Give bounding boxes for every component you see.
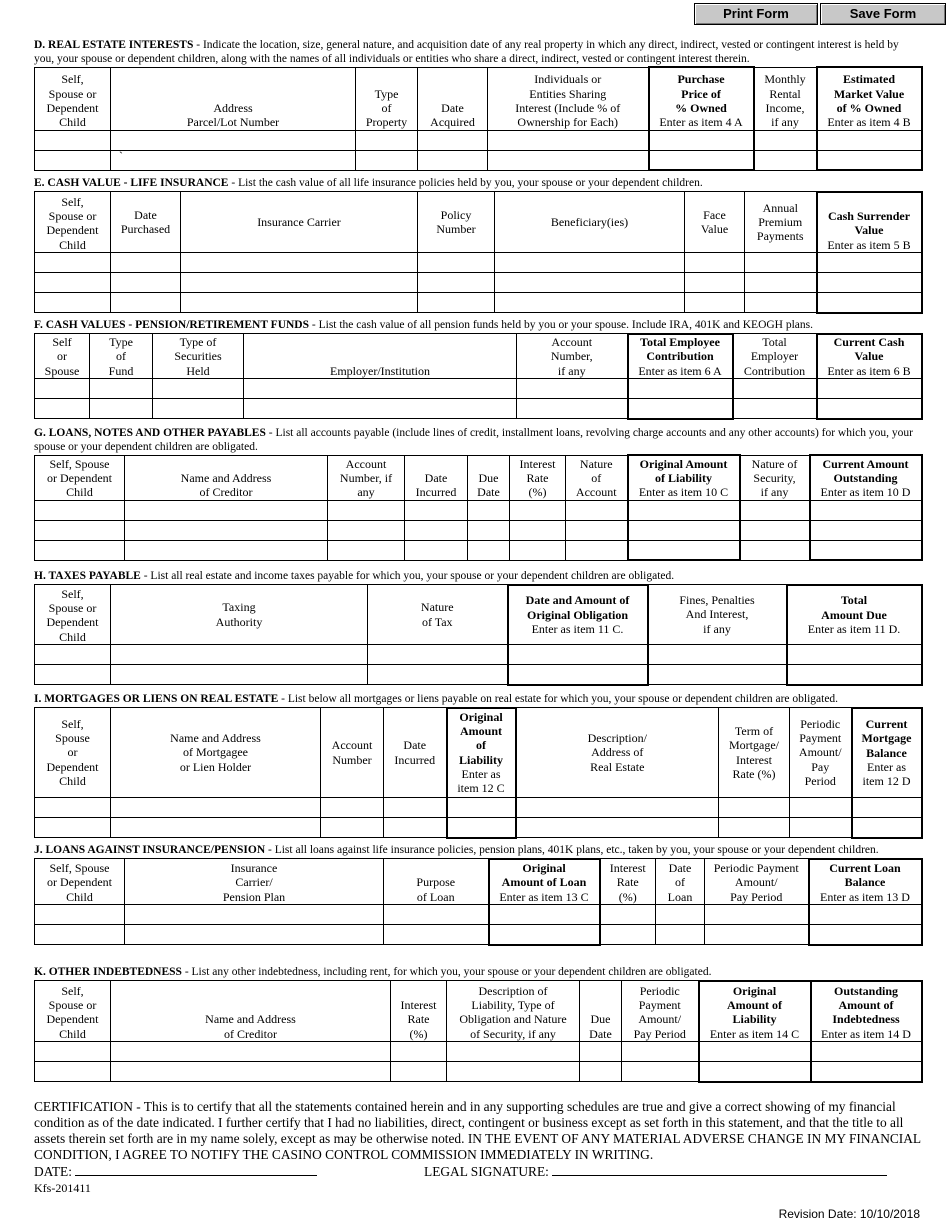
col-annual-premium: Annual Premium Payments <box>745 192 817 253</box>
section-e-heading: E. CASH VALUE - LIFE INSURANCE - List the cash value of all life insurance policies held by you, your spouse or your dependent children. <box>34 177 703 189</box>
col-owner: Self, Spouse or Dependent Child <box>35 67 111 130</box>
col-current-outstanding: Current Amount Outstanding Enter as item 10 D <box>810 455 922 500</box>
section-d <box>34 39 921 171</box>
revision-date: Revision Date: 10/10/2018 <box>778 1207 920 1221</box>
col-account-number: Account Number, if any <box>328 455 405 500</box>
col-cash-value: Current Cash Value Enter as item 6 B <box>817 334 922 379</box>
col-purpose: Purpose of Loan <box>384 859 489 905</box>
section-j-heading: J. LOANS AGAINST INSURANCE/PENSION - List all loans against life insurance policies, pension plans, 401K plans, etc., taken by you, your spouse or your dependent children. <box>34 844 879 856</box>
col-description: Description of Liability, Type of Obligation and Nature of Security, if any <box>447 981 580 1042</box>
col-carrier: Insurance Carrier/ Pension Plan <box>125 859 384 905</box>
taxes-table <box>34 584 923 686</box>
col-owner: Self or Spouse <box>35 334 90 379</box>
col-date-loan: Date of Loan <box>656 859 705 905</box>
col-date-incurred: Date Incurred <box>384 708 447 798</box>
col-nature-account: Nature of Account <box>566 455 628 500</box>
col-taxing-authority: Taxing Authority <box>111 585 368 645</box>
date-label: DATE: <box>34 1164 72 1179</box>
table-row <box>35 818 922 838</box>
col-address: Address Parcel/Lot Number <box>111 67 356 130</box>
table-row <box>35 130 922 150</box>
section-k-heading: K. OTHER INDEBTEDNESS - List any other indebtedness, including rent, for which you, your spouse or your dependent children are obligated. <box>34 966 712 978</box>
col-account-number: Account Number <box>321 708 384 798</box>
col-periodic-payment: Periodic Payment Amount/ Pay Period <box>705 859 809 905</box>
col-beneficiary: Beneficiary(ies) <box>495 192 685 253</box>
table-row <box>35 645 922 665</box>
section-f-heading: F. CASH VALUES - PENSION/RETIREMENT FUNDS - List the cash value of all pension funds held by you or your spouse. Include IRA, 401K and KEOGH plans. <box>34 319 814 331</box>
col-original-obligation: Date and Amount of Original Obligation Enter as item 11 C. <box>508 585 648 645</box>
section-g-heading: G. LOANS, NOTES AND OTHER PAYABLES - List all accounts payable (include lines of credit, installment loans, revolving charge accounts and any other accounts) for which you, your spouse or your dependent children are obligated. <box>34 427 913 453</box>
insurance-loans-table <box>34 858 923 946</box>
col-original-liability: Original Amount of Liability Enter as item 12 C <box>447 708 516 798</box>
col-account-number: Account Number, if any <box>517 334 628 379</box>
col-individuals: Individuals or Entities Sharing Interest (Include % of Ownership for Each) <box>488 67 649 130</box>
section-i-heading: I. MORTGAGES OR LIENS ON REAL ESTATE - List below all mortgages or liens payable on real estate for which you, your spouse or dependent children are obligated. <box>34 693 839 705</box>
col-interest-rate: Interest Rate (%) <box>510 455 566 500</box>
col-real-estate: Description/ Address of Real Estate <box>516 708 719 798</box>
section-g <box>34 427 921 561</box>
col-periodic-payment: Periodic Payment Amount/ Pay Period <box>790 708 852 798</box>
section-d-heading: D. REAL ESTATE INTERESTS - Indicate the location, size, general nature, and acquisition date of any real property in which any direct, indirect, vested or contingent interest is held by you, your spouse or dependent children, along with the names of all individuals or entities who share a direct, indirect, vested or contingent interest therein. <box>34 39 899 65</box>
col-nature-tax: Nature of Tax <box>368 585 508 645</box>
table-row <box>35 798 922 818</box>
table-row <box>35 905 922 925</box>
col-original-amount: Original Amount of Liability Enter as item 10 C <box>628 455 740 500</box>
col-outstanding: Outstanding Amount of Indebtedness Enter as item 14 D <box>811 981 922 1042</box>
section-e <box>34 177 921 314</box>
col-date-acquired: Date Acquired <box>418 67 488 130</box>
section-h <box>34 570 921 686</box>
col-owner: Self, Spouse or Dependent Child <box>35 859 125 905</box>
table-row <box>35 540 922 560</box>
section-j <box>34 844 921 946</box>
col-cash-surrender: Cash Surrender Value Enter as item 5 B <box>817 192 922 253</box>
col-policy-number: Policy Number <box>418 192 495 253</box>
table-row <box>35 293 922 313</box>
col-rental-income: Monthly Rental Income, if any <box>754 67 817 130</box>
col-purchase-price: Purchase Price of % Owned Enter as item 4 A <box>649 67 754 130</box>
pension-table <box>34 333 923 420</box>
table-row <box>35 253 922 273</box>
col-creditor: Name and Address of Creditor <box>111 981 391 1042</box>
section-i <box>34 693 921 839</box>
col-date-purchased: Date Purchased <box>111 192 181 253</box>
signature-row <box>34 1163 921 1180</box>
table-row <box>35 925 922 945</box>
loans-payables-table <box>34 454 923 561</box>
signature-field[interactable] <box>552 1163 887 1176</box>
col-creditor: Name and Address of Creditor <box>125 455 328 500</box>
table-row <box>35 379 922 399</box>
col-date-incurred: Date Incurred <box>405 455 468 500</box>
table-row <box>35 1062 922 1082</box>
col-due-date: Due Date <box>580 981 622 1042</box>
life-insurance-table <box>34 191 923 314</box>
col-original-loan: Original Amount of Loan Enter as item 13 C <box>489 859 600 905</box>
col-due-date: Due Date <box>468 455 510 500</box>
col-fines: Fines, Penalties And Interest, if any <box>648 585 787 645</box>
col-employer: Employer/Institution <box>244 334 517 379</box>
col-total-due: Total Amount Due Enter as item 11 D. <box>787 585 922 645</box>
col-mortgage-balance: Current Mortgage Balance Enter as item 12 D <box>852 708 922 798</box>
table-row <box>35 1042 922 1062</box>
table-row <box>35 273 922 293</box>
col-loan-balance: Current Loan Balance Enter as item 13 D <box>809 859 922 905</box>
table-row <box>35 500 922 520</box>
col-face-value: Face Value <box>685 192 745 253</box>
col-security: Nature of Security, if any <box>740 455 810 500</box>
certification <box>34 1099 921 1180</box>
col-owner: Self, Spouse or Dependent Child <box>35 708 111 798</box>
col-owner: Self, Spouse or Dependent Child <box>35 455 125 500</box>
col-insurance-carrier: Insurance Carrier <box>181 192 418 253</box>
col-type: Type of Property <box>356 67 418 130</box>
table-row <box>35 665 922 685</box>
col-fund-type: Type of Fund <box>90 334 153 379</box>
col-employer-contribution: Total Employer Contribution <box>733 334 817 379</box>
table-row: ` <box>35 150 922 170</box>
col-interest-rate: Interest Rate (%) <box>391 981 447 1042</box>
col-securities: Type of Securities Held <box>153 334 244 379</box>
col-owner: Self, Spouse or Dependent Child <box>35 192 111 253</box>
section-k <box>34 966 921 1083</box>
col-periodic-payment: Periodic Payment Amount/ Pay Period <box>622 981 699 1042</box>
col-mortgagee: Name and Address of Mortgagee or Lien Holder <box>111 708 321 798</box>
table-row <box>35 399 922 419</box>
col-market-value: Estimated Market Value of % Owned Enter as item 4 B <box>817 67 922 130</box>
certification-text: CERTIFICATION - This is to certify that all the statements contained herein and in any supporting schedules are true and give a correct showing of my financial condition as of the date indicated. I further certify that I had no liabilities, direct, contingent or business except as set forth in this statement, and that the title to all assets therein set forth are in my name solely, except as may be otherwise noted. IN THE EVENT OF ANY MATERIAL ADVERSE CHANGE IN MY FINANCIAL CONDITION, I AGREE TO NOTIFY THE CASINO CONTROL COMMISSION IMMEDIATELY IN WRITING. <box>34 1099 921 1162</box>
date-field[interactable] <box>75 1163 317 1176</box>
col-interest-rate: Interest Rate (%) <box>600 859 656 905</box>
col-original-liability: Original Amount of Liability Enter as item 14 C <box>699 981 811 1042</box>
col-term: Term of Mortgage/ Interest Rate (%) <box>719 708 790 798</box>
section-h-heading: H. TAXES PAYABLE - List all real estate and income taxes payable for which you, your spouse or your dependent children are obligated. <box>34 570 675 582</box>
mortgages-table <box>34 707 923 839</box>
real-estate-table <box>34 66 923 171</box>
signature-label: LEGAL SIGNATURE: <box>424 1164 549 1179</box>
col-owner: Self, Spouse or Dependent Child <box>35 585 111 645</box>
col-owner: Self, Spouse or Dependent Child <box>35 981 111 1042</box>
print-form-button[interactable]: Print Form <box>694 3 818 25</box>
save-form-button[interactable]: Save Form <box>820 3 946 25</box>
section-f <box>34 319 921 420</box>
other-indebtedness-table <box>34 980 923 1083</box>
table-row <box>35 520 922 540</box>
form-id: Kfs-201411 <box>34 1181 91 1195</box>
col-employee-contribution: Total Employee Contribution Enter as item 6 A <box>628 334 733 379</box>
